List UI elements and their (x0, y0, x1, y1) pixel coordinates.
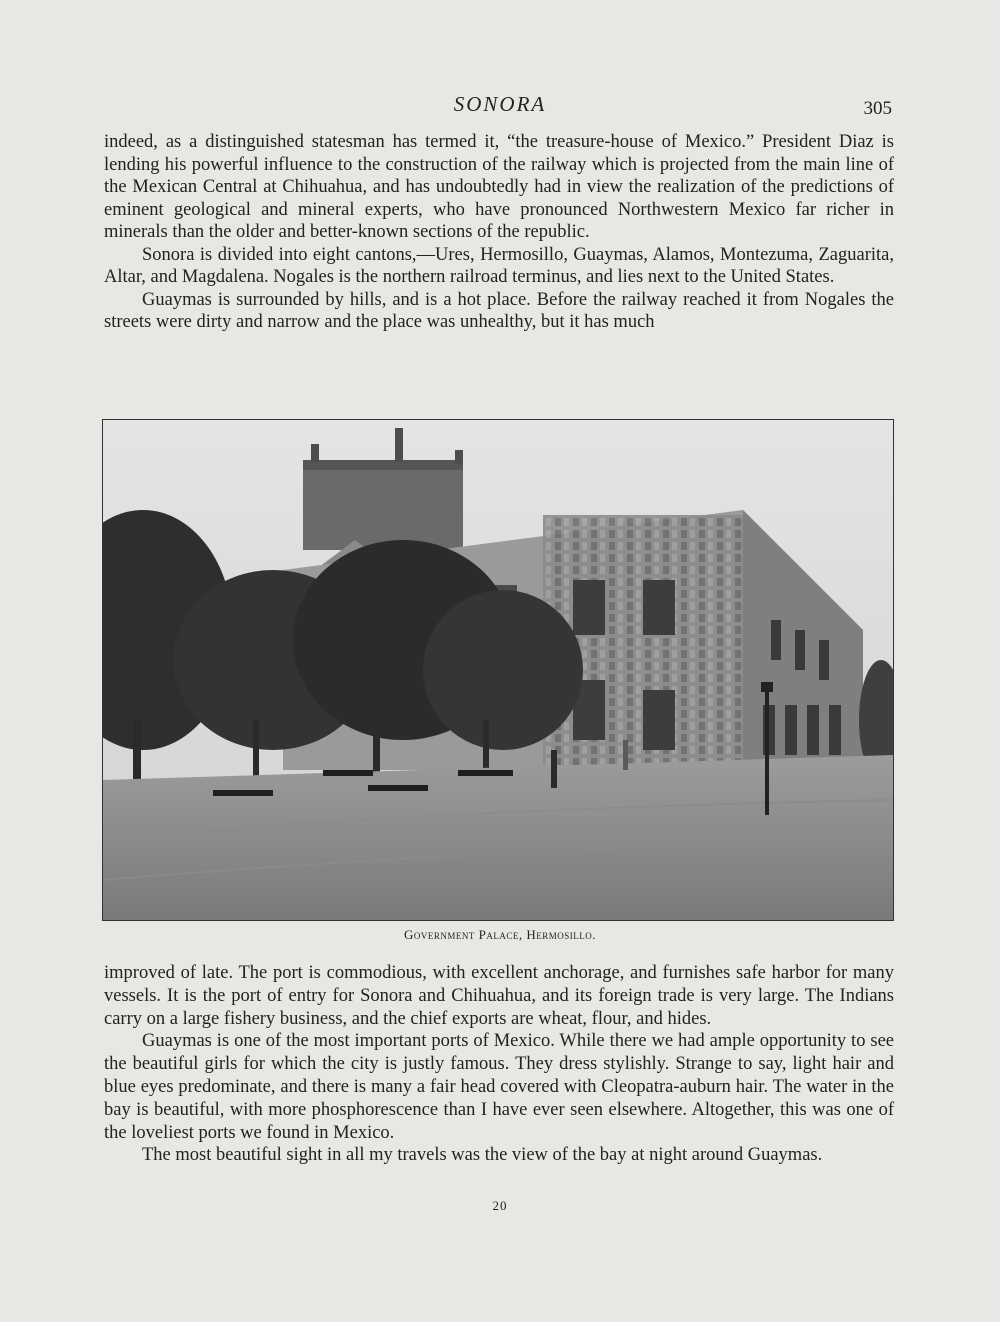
paragraph: indeed, as a distinguished statesman has termed it, “the treasure-house of Mexico.” President Diaz is lending his powerful influence to the construction of the railway which is projected from the main line of the Mexican Central at Chihuahua, and has undoubtedly had in view the realization of the predictions of eminent geological and mineral experts, who have pronounced Northwestern Mexico far richer in minerals than the older and better-known sections of the republic. (104, 132, 894, 242)
paragraph: Guaymas is surrounded by hills, and is a hot place. Before the railway reached it from Nogales the streets were dirty and narrow and the place was unhealthy, but it has much (104, 289, 894, 332)
paragraph: Sonora is divided into eight cantons,—Ures, Hermosillo, Guaymas, Alamos, Montezuma, Zaguarita, Altar, and Magdalena. Nogales is the northern railroad terminus, and lies next to the United States. (104, 244, 894, 287)
paragraph: improved of late. The port is commodious, with excellent anchorage, and furnishes safe harbor for many vessels. It is the port of entry for Sonora and Chihuahua, and its foreign trade is very large. The Indians carry on a large fishery business, and the chief exports are wheat, flour, and hides. (104, 963, 894, 1029)
figure-caption: Government Palace, Hermosillo. (404, 927, 596, 942)
signature-mark: 20 (492, 1198, 508, 1213)
photograph-illustration (103, 420, 893, 920)
photograph-government-palace (102, 419, 894, 921)
page-number: 305 (863, 98, 892, 119)
text-block-bottom (104, 962, 894, 1167)
text-block-top (104, 131, 894, 334)
paragraph: The most beautiful sight in all my travels was the view of the bay at night around Guaymas. (142, 1145, 823, 1166)
running-title: SONORA (453, 92, 547, 116)
paragraph: Guaymas is one of the most important ports of Mexico. While there we had ample opportunity to see the beautiful girls for which the city is justly famous. They dress stylishly. Strange to say, light hair and blue eyes predominate, and there is many a fair head covered with Cleopatra-auburn hair. The water in the bay is beautiful, with more phosphorescence than I have ever seen elsewhere. Altogether, this was one of the loveliest ports we found in Mexico. (104, 1031, 894, 1143)
